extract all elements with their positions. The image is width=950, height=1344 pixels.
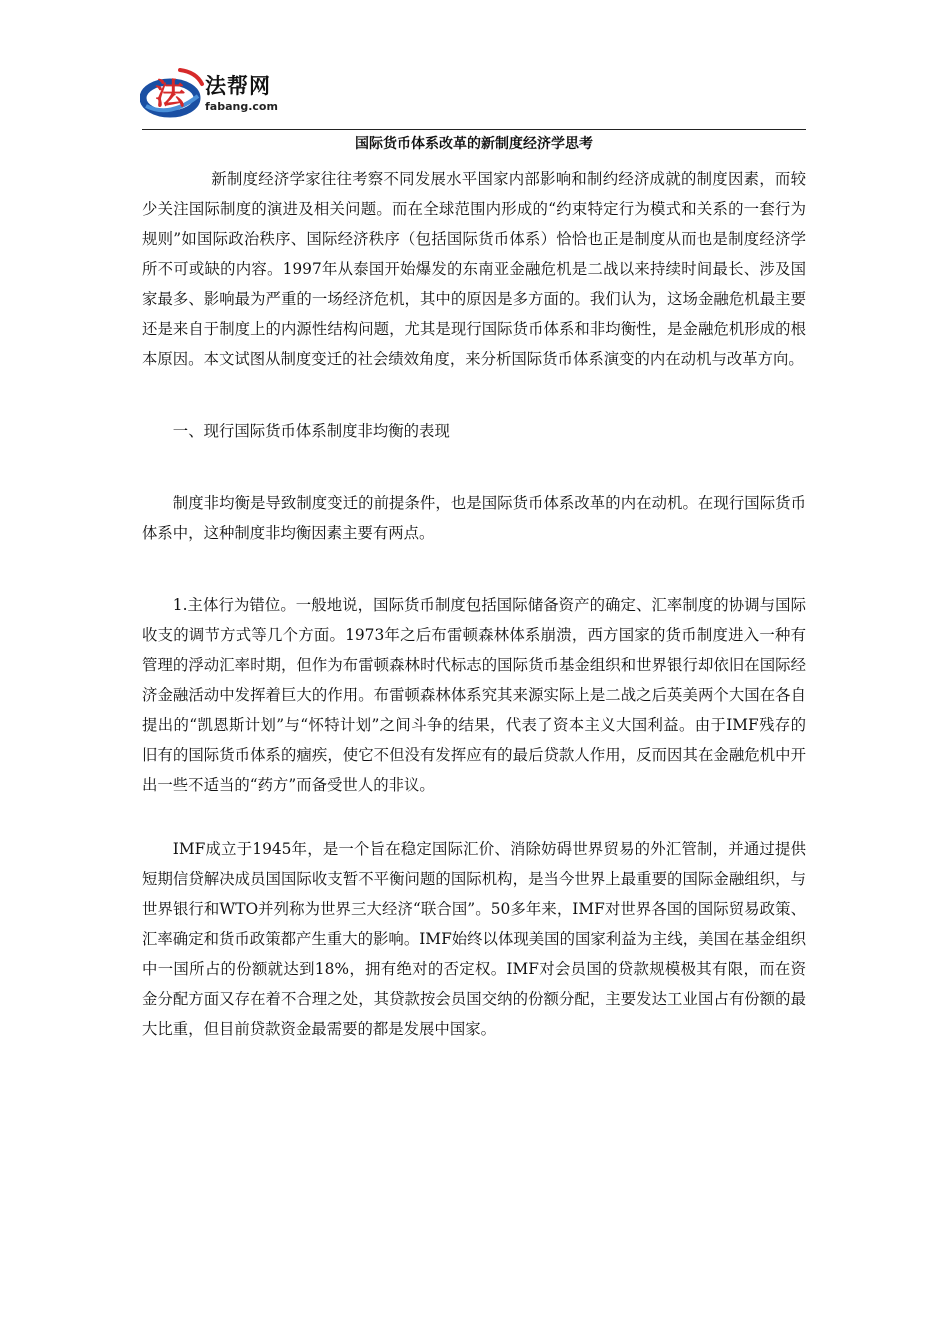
paragraph-actor-misplacement: 1.主体行为错位。一般地说，国际货币制度包括国际储备资产的确定、汇率制度的协调与国际收支的调节方式等几个方面。1973年之后布雷顿森林体系崩溃，西方国家的货币制度进入一种有管理的浮动汇率时期，但作为布雷顿森林时代标志的国际货币基金组织和世界银行却依旧在国际经济金融活动中发挥着巨大的作用。布雷顿森林体系究其来源实际上是二战之后英美两个大国在各自提出的“凯恩斯计划”与“怀特计划”之间斗争的结果，代表了资本主义大国利益。由于IMF残存的旧有的国际货币体系的痼疾，使它不但没有发挥应有的最后贷款人作用，反而因其在金融危机中开出一些不适当的“药方”而备受世人的非议。 — [142, 596, 806, 794]
logo-glyph: 法 — [155, 77, 185, 112]
document-title: 国际货币体系改革的新制度经济学思考 — [355, 136, 593, 152]
site-logo[interactable] — [140, 62, 320, 124]
paragraph-imf: IMF成立于1945年，是一个旨在稳定国际汇价、消除妨碍世界贸易的外汇管制，并通过提供短期信贷解决成员国国际收支暂不平衡问题的国际机构，是当今世界上最重要的国际金融组织，与世界银行和WTO并列称为世界三大经济“联合国”。50多年来，IMF对世界各国的国际贸易政策、汇率确定和货币政策都产生重大的影响。IMF始终以体现美国的国家利益为主线，美国在基金组织中一国所占的份额就达到18%，拥有绝对的否定权。IMF对会员国的贷款规模极其有限，而在资金分配方面又存在着不合理之处，其贷款按会员国交纳的份额分配，主要发达工业国占有份额的最大比重，但目前贷款资金最需要的都是发展中国家。 — [142, 840, 806, 1038]
header-divider — [142, 129, 806, 130]
paragraph-intro: 新制度经济学家往往考察不同发展水平国家内部影响和制约经济成就的制度因素，而较少关注国际制度的演进及相关问题。而在全球范围内形成的“约束特定行为模式和关系的一套行为规则”如国际政治秩序、国际经济秩序（包括国际货币体系）恰恰也正是制度从而也是制度经济学所不可或缺的内容。1997年从泰国开始爆发的东南亚金融危机是二战以来持续时间最长、涉及国家最多、影响最为严重的一场经济危机，其中的原因是多方面的。我们认为，这场金融危机最主要还是来自于制度上的内源性结构问题，尤其是现行国际货币体系和非均衡性，是金融危机形成的根本原因。本文试图从制度变迁的社会绩效角度，来分析国际货币体系演变的内在动机与改革方向。 — [142, 170, 806, 368]
document-body — [142, 164, 806, 1044]
logo-name: 法帮网 — [205, 74, 271, 98]
paragraph-imbalance: 制度非均衡是导致制度变迁的前提条件，也是国际货币体系改革的内在动机。在现行国际货币体系中，这种制度非均衡因素主要有两点。 — [142, 494, 806, 542]
section-heading: 一、现行国际货币体系制度非均衡的表现 — [172, 422, 450, 440]
logo-domain: fabang.com — [205, 100, 278, 113]
logo-mark-icon — [140, 62, 206, 124]
